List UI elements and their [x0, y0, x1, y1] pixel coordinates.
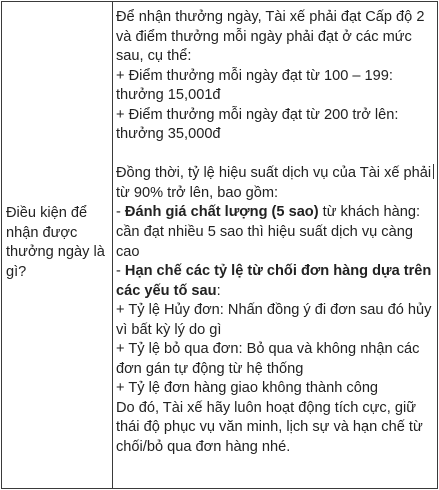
answer-line: và điểm thưởng mỗi ngày phải đạt ở các mức	[116, 28, 412, 45]
question-cell	[6, 204, 109, 282]
limit-bold-text: các yếu tố sau	[116, 282, 217, 299]
limit-line	[116, 262, 436, 282]
bullet-dash: -	[116, 204, 125, 221]
bullet-dash: -	[116, 263, 125, 280]
answer-line: cao	[116, 243, 140, 260]
answer-line: thái độ phục vụ văn minh, lịch sự và hạn chế từ	[116, 419, 423, 436]
column-divider	[112, 1, 113, 489]
answer-line: Để nhận thưởng ngày, Tài xế phải đạt Cấp độ 2	[116, 9, 425, 25]
blank-line	[116, 145, 436, 165]
rating-line	[116, 203, 436, 223]
answer-line: + Tỷ lệ bỏ qua đơn: Bỏ qua và không nhận các	[116, 341, 420, 358]
question-line: nhận được	[6, 224, 78, 241]
answer-line: chối/bỏ qua đơn hàng nhé.	[116, 439, 291, 456]
limit-bold-text: Hạn chế các tỷ lệ từ chối đơn hàng dựa trên	[124, 263, 432, 280]
answer-line: thưởng 35,000đ	[116, 126, 221, 143]
answer-line: từ 90% trở lên, bao gồm:	[116, 184, 279, 201]
answer-line: Do đó, Tài xế hãy luôn hoạt động tích cực, giữ	[116, 399, 416, 416]
colon: :	[216, 282, 221, 299]
answer-line: thưởng 15,001đ	[116, 87, 221, 104]
answer-line: vì bất kỳ lý do gì	[116, 321, 222, 338]
question-line: thưởng ngày là	[6, 244, 105, 261]
answer-line: + Điểm thưởng mỗi ngày đạt từ 200 trở lên:	[116, 106, 399, 123]
answer-line: cần đạt nhiều 5 sao thì hiệu suất dịch vụ càng	[116, 224, 413, 241]
limit-line	[116, 282, 436, 302]
answer-cell	[116, 8, 436, 458]
answer-line: + Tỷ lệ Hủy đơn: Nhấn đồng ý đi đơn sau đó hủy	[116, 302, 432, 319]
text-cursor	[433, 164, 434, 179]
answer-line: + Điểm thưởng mỗi ngày đạt từ 100 – 199:	[116, 67, 393, 84]
answer-line: đơn gán tự động từ hệ thống	[116, 360, 304, 377]
answer-line	[116, 164, 436, 184]
rating-rest-text: từ khách hàng:	[318, 204, 421, 221]
answer-line: + Tỷ lệ đơn hàng giao không thành công	[116, 380, 379, 397]
answer-text: Đồng thời, tỷ lệ hiệu suất dịch vụ của Tài xế phải	[116, 165, 432, 182]
answer-line: sau, cụ thể:	[116, 48, 192, 65]
question-line: gì?	[6, 263, 27, 280]
question-line: Điều kiện để	[6, 205, 88, 221]
rating-bold-text: Đánh giá chất lượng (5 sao)	[124, 204, 319, 221]
